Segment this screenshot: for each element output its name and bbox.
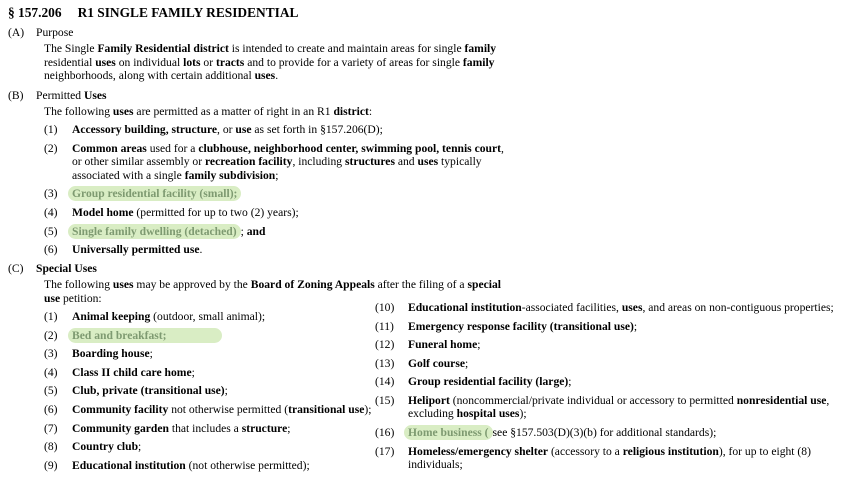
item-text xyxy=(72,422,290,435)
text-run: may be approved by the xyxy=(133,278,251,292)
section-heading xyxy=(8,5,849,21)
list-item xyxy=(375,445,835,472)
text-run: Group residential facility (large) xyxy=(408,375,569,389)
text-run: . xyxy=(275,69,279,83)
text-run: after the filing of a xyxy=(374,278,468,292)
text-run: (not otherwise permitted); xyxy=(185,458,310,472)
list-item xyxy=(44,403,394,416)
highlighted-text: Single family dwelling (detached) xyxy=(68,224,241,239)
text-run: uses xyxy=(254,69,276,83)
text-run: ; xyxy=(275,168,279,182)
item-number: (7) xyxy=(44,421,58,435)
special-uses-list-left xyxy=(44,310,394,472)
item-text xyxy=(408,445,835,472)
text-run: Accessory building, structure xyxy=(72,123,218,137)
text-run: or xyxy=(200,55,216,69)
text-run: ; xyxy=(224,384,228,398)
item-number: (15) xyxy=(375,394,395,407)
text-run: Special Uses xyxy=(36,261,97,275)
text-run: religious institution xyxy=(622,444,719,458)
text-run: ); xyxy=(364,403,372,416)
item-number: (3) xyxy=(44,347,58,361)
text-run: Heliport xyxy=(408,394,450,407)
list-item xyxy=(375,375,835,388)
text-run: (outdoor, small animal); xyxy=(150,310,266,324)
subsection-b-title xyxy=(36,89,107,102)
text-run: , or xyxy=(217,123,236,137)
text-run: Common areas xyxy=(72,142,147,156)
text-run: Golf course xyxy=(408,356,465,370)
item-text xyxy=(408,426,716,439)
list-item xyxy=(44,123,849,136)
item-text xyxy=(72,459,310,472)
item-text xyxy=(72,440,141,453)
text-run: special use xyxy=(44,278,501,305)
text-run: ; xyxy=(633,319,638,333)
list-item xyxy=(375,320,835,333)
subsection-c-heading xyxy=(8,262,849,275)
item-number: (12) xyxy=(375,338,395,352)
text-run: . xyxy=(199,243,203,257)
item-text xyxy=(72,366,195,379)
list-item xyxy=(375,357,835,370)
item-number: (4) xyxy=(44,206,58,220)
text-run: see §157.503(D)(3)(b) for additional standards); xyxy=(492,426,717,439)
text-run: Board of Zoning Appeals xyxy=(250,278,375,292)
text-run: lots xyxy=(183,55,201,69)
item-number: (5) xyxy=(44,224,58,238)
item-number: (17) xyxy=(375,444,395,458)
item-number: (8) xyxy=(44,440,58,454)
list-item xyxy=(375,426,835,439)
item-text xyxy=(72,225,506,238)
text-run: The following xyxy=(44,278,113,292)
text-run: ; xyxy=(240,224,247,238)
text-run: are permitted as a matter of right in an R1 xyxy=(133,105,334,119)
text-run: and xyxy=(394,155,418,169)
text-run: is intended to create and maintain areas for single xyxy=(228,42,465,56)
list-item xyxy=(44,225,849,238)
list-item xyxy=(44,310,394,323)
item-text xyxy=(72,403,372,416)
item-text xyxy=(72,347,153,360)
text-run: The Single xyxy=(44,42,98,56)
text-run: neighborhoods, along with certain additional xyxy=(44,69,255,83)
item-text xyxy=(72,310,265,323)
text-run: Boarding house xyxy=(72,347,150,361)
text-run: ; xyxy=(191,365,195,379)
list-item xyxy=(44,187,849,200)
item-text xyxy=(408,320,637,333)
item-number: (10) xyxy=(375,301,395,315)
text-run: uses xyxy=(621,301,643,315)
subsection-a-title xyxy=(36,26,73,39)
text-run: -associated facilities, xyxy=(521,301,622,315)
item-number: (13) xyxy=(375,356,395,370)
text-run: , or other similar assembly or xyxy=(72,142,504,169)
text-run: , and areas on non-contiguous properties; xyxy=(642,301,834,315)
list-item xyxy=(44,347,394,360)
text-run: Community facility xyxy=(72,403,169,416)
item-number: (1) xyxy=(44,123,58,137)
text-run: uses xyxy=(112,105,134,119)
text-run: Uses xyxy=(83,88,107,102)
text-run: uses xyxy=(112,278,134,292)
item-number: (5) xyxy=(44,384,58,398)
item-number: (2) xyxy=(44,142,58,156)
subsection-c-title xyxy=(36,262,97,275)
text-run: family xyxy=(464,42,497,56)
text-run: transitional use xyxy=(288,403,365,416)
text-run: Model home xyxy=(72,206,134,220)
item-text xyxy=(408,394,835,421)
text-run: tracts xyxy=(215,55,245,69)
text-run: , including xyxy=(292,155,345,169)
text-run: uses xyxy=(417,155,439,169)
text-run: nonresidential use xyxy=(736,394,827,407)
text-run: ; xyxy=(287,421,291,435)
item-text xyxy=(72,123,506,136)
text-run: and xyxy=(246,224,266,238)
text-run: (noncommercial/private individual or accessory to permitted xyxy=(449,394,737,407)
highlighted-text: Bed and breakfast; xyxy=(68,328,222,343)
item-text xyxy=(72,243,506,256)
text-run: ), for up to eight (8) individuals; xyxy=(408,444,811,471)
text-run: Educational institution xyxy=(72,458,186,472)
list-item xyxy=(44,329,394,342)
section-number: § 157.206 xyxy=(8,5,62,20)
item-number: (16) xyxy=(375,426,395,439)
text-run: Emergency response facility (transitional use) xyxy=(408,319,634,333)
item-text xyxy=(72,384,228,397)
text-run: and to provide for a variety of areas for single xyxy=(244,55,463,69)
text-run: ; xyxy=(568,375,572,389)
text-run: Country club xyxy=(72,440,139,454)
list-item xyxy=(44,384,394,397)
subsection-c-label: (C) xyxy=(8,261,24,275)
text-run: Permitted xyxy=(36,88,84,102)
text-run: used for a xyxy=(146,142,199,156)
section-title: R1 SINGLE FAMILY RESIDENTIAL xyxy=(77,5,299,20)
text-run: Class II child care home xyxy=(72,365,192,379)
list-item xyxy=(375,394,835,421)
permitted-uses-list xyxy=(44,123,849,256)
list-item xyxy=(44,243,849,256)
item-text xyxy=(72,329,222,342)
text-run: on individual xyxy=(115,55,184,69)
list-item xyxy=(44,142,849,182)
item-number: (2) xyxy=(44,328,58,342)
text-run: typically associated with a single xyxy=(72,155,482,182)
item-text xyxy=(72,142,506,182)
subsection-b-heading xyxy=(8,89,849,102)
item-number: (3) xyxy=(44,187,58,201)
text-run: structures xyxy=(344,155,395,169)
text-run: , excluding xyxy=(408,394,830,421)
list-item xyxy=(44,206,849,219)
special-uses-columns xyxy=(8,301,849,472)
subsection-a-heading xyxy=(8,26,849,39)
item-number: (1) xyxy=(44,310,58,324)
list-item xyxy=(44,422,394,435)
text-run: that includes a xyxy=(168,421,242,435)
text-run: recreation facility xyxy=(204,155,293,169)
text-run: use xyxy=(235,123,252,137)
text-run: Family Residential district xyxy=(97,42,229,56)
list-item xyxy=(44,440,394,453)
text-run: family subdivision xyxy=(184,168,276,182)
item-number: (4) xyxy=(44,365,58,379)
text-run: clubhouse, neighborhood center, swimming pool, tennis court xyxy=(198,142,501,156)
item-text xyxy=(408,375,572,388)
text-run: ; xyxy=(149,347,153,361)
special-uses-list-right xyxy=(375,301,835,477)
item-text xyxy=(72,187,506,200)
list-item xyxy=(44,459,394,472)
text-run: district xyxy=(333,105,369,119)
list-item xyxy=(44,366,394,379)
item-number: (14) xyxy=(375,375,395,389)
text-run: family xyxy=(462,55,495,69)
text-run: hospital uses xyxy=(456,407,520,421)
text-run: Club, private (transitional use) xyxy=(72,384,225,398)
item-text xyxy=(408,301,834,314)
list-item xyxy=(375,338,835,351)
subsection-a-label: (A) xyxy=(8,26,25,39)
text-run: structure xyxy=(241,421,288,435)
highlighted-text: Group residential facility (small); xyxy=(68,186,241,201)
text-run: Homeless/emergency shelter xyxy=(408,444,549,458)
text-run: Purpose xyxy=(36,26,74,39)
text-run: : xyxy=(368,105,373,119)
text-run: Animal keeping xyxy=(72,310,151,324)
item-number: (11) xyxy=(375,319,394,333)
text-run: (accessory to a xyxy=(548,444,623,458)
item-text xyxy=(408,338,480,351)
text-run: The following xyxy=(44,105,113,119)
text-run: not otherwise permitted ( xyxy=(168,403,289,416)
highlighted-text: Home business ( xyxy=(404,425,493,440)
text-run: uses xyxy=(95,55,116,69)
permitted-uses-intro xyxy=(44,105,684,118)
item-text xyxy=(408,357,468,370)
item-text xyxy=(72,206,506,219)
text-run: petition: xyxy=(60,291,102,305)
text-run: Community garden xyxy=(72,421,169,435)
item-number: (6) xyxy=(44,403,58,416)
text-run: ; xyxy=(138,440,142,454)
text-run: as set forth in §157.206(D); xyxy=(251,123,383,137)
text-run: ; xyxy=(477,338,481,352)
text-run: Universally permitted use xyxy=(72,243,200,257)
text-run: residential xyxy=(44,55,96,69)
item-number: (6) xyxy=(44,243,58,257)
item-number: (9) xyxy=(44,458,58,472)
purpose-paragraph xyxy=(44,42,514,82)
text-run: Educational institution xyxy=(408,301,522,315)
text-run: (permitted for up to two (2) years); xyxy=(133,206,299,220)
text-run: ; xyxy=(465,356,469,370)
text-run: ); xyxy=(519,407,527,421)
text-run: Funeral home xyxy=(408,338,478,352)
subsection-b-label: (B) xyxy=(8,88,24,102)
list-item xyxy=(375,301,835,314)
